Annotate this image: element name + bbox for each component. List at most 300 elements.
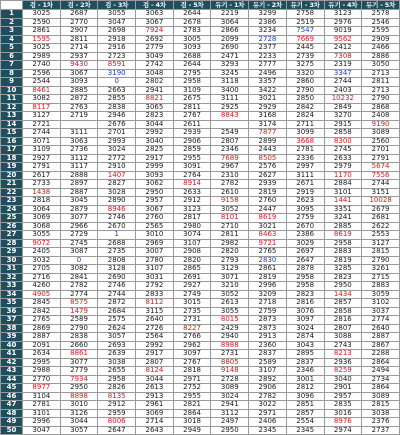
value-cell: 3234 xyxy=(249,27,287,36)
value-cell: 3089 xyxy=(362,392,400,401)
value-cell: 2589 xyxy=(249,358,287,367)
value-cell: 2858 xyxy=(324,307,362,316)
value-cell: 2691 xyxy=(173,273,211,282)
value-cell: 2802 xyxy=(136,78,174,87)
value-cell: 2494 xyxy=(362,367,400,376)
row-number: 19 xyxy=(1,163,23,172)
value-cell: 2496 xyxy=(249,69,287,78)
value-cell: 10232 xyxy=(324,95,362,104)
value-cell: 3018 xyxy=(173,418,211,427)
value-cell: 9019 xyxy=(324,27,362,36)
value-cell: 2617 xyxy=(23,171,61,180)
value-cell: 8101 xyxy=(211,214,249,223)
value-cell: 2939 xyxy=(249,180,287,189)
table-row xyxy=(1,231,400,240)
value-cell: 3126 xyxy=(60,409,98,418)
column-header: 듀기 - 2차 xyxy=(249,1,287,10)
column-header: 듀기 - 3차 xyxy=(286,1,324,10)
value-cell: 3087 xyxy=(60,248,98,257)
value-cell: 3096 xyxy=(286,392,324,401)
value-cell: 3082 xyxy=(60,265,98,274)
table-row xyxy=(1,307,400,316)
value-cell: 2589 xyxy=(60,316,98,325)
row-number: 16 xyxy=(1,137,23,146)
row-number: 20 xyxy=(1,171,23,180)
value-cell: 2544 xyxy=(23,78,61,87)
value-cell: 3107 xyxy=(173,239,211,248)
value-cell: 7877 xyxy=(249,129,287,138)
value-cell: 2429 xyxy=(211,324,249,333)
value-cell: 2878 xyxy=(286,265,324,274)
value-cell: 2915 xyxy=(324,120,362,129)
value-cell: 2719 xyxy=(60,112,98,121)
value-cell: 3050 xyxy=(362,61,400,70)
row-number: 25 xyxy=(1,214,23,223)
value-cell: 2859 xyxy=(173,146,211,155)
value-cell: 4905 xyxy=(23,290,61,299)
value-cell: 3299 xyxy=(249,10,287,19)
value-cell: 2345 xyxy=(286,426,324,435)
value-cell: 3010 xyxy=(60,401,98,410)
value-cell: 0 xyxy=(98,78,136,87)
value-cell: 2627 xyxy=(249,171,287,180)
value-cell: 3174 xyxy=(249,120,287,129)
value-cell: 2821 xyxy=(173,401,211,410)
value-cell: 2310 xyxy=(211,171,249,180)
value-cell: 3082 xyxy=(23,95,61,104)
value-cell: 2660 xyxy=(60,341,98,350)
value-cell: 2744 xyxy=(23,129,61,138)
value-cell: 2760 xyxy=(136,214,174,223)
value-cell: 2833 xyxy=(136,290,174,299)
value-cell: 5674 xyxy=(362,163,400,172)
value-cell: 3049 xyxy=(136,52,174,61)
row-number: 42 xyxy=(1,358,23,367)
value-cell: 2346 xyxy=(211,146,249,155)
value-cell: 2713 xyxy=(362,69,400,78)
value-cell: 2906 xyxy=(249,384,287,393)
value-cell: 8898 xyxy=(60,392,98,401)
value-cell xyxy=(60,120,98,129)
value-cell: 3101 xyxy=(23,409,61,418)
value-cell: 2564 xyxy=(136,333,174,342)
value-cell: 2989 xyxy=(23,52,61,61)
value-cell: 8914 xyxy=(173,180,211,189)
value-cell: 2759 xyxy=(286,214,324,223)
table-row xyxy=(1,61,400,70)
value-cell: 2941 xyxy=(136,86,174,95)
value-cell: 2346 xyxy=(286,367,324,376)
value-cell: 2819 xyxy=(249,273,287,282)
table-row xyxy=(1,214,400,223)
value-cell: 7669 xyxy=(286,35,324,44)
value-cell: 2726 xyxy=(136,324,174,333)
value-cell: 2815 xyxy=(362,248,400,257)
value-cell: 2701 xyxy=(362,146,400,155)
value-cell: 2718 xyxy=(249,299,287,308)
table-row xyxy=(1,367,400,376)
value-cell: 2869 xyxy=(23,324,61,333)
value-cell: 2865 xyxy=(173,265,211,274)
column-header: 검 - 1차 xyxy=(23,1,61,10)
value-cell: 2857 xyxy=(286,409,324,418)
table-row xyxy=(1,256,400,265)
row-number: 8 xyxy=(1,69,23,78)
value-cell: 8988 xyxy=(211,341,249,350)
row-number: 40 xyxy=(1,341,23,350)
value-cell: 2971 xyxy=(249,409,287,418)
value-cell: 2873 xyxy=(249,316,287,325)
value-cell: 2744 xyxy=(324,78,362,87)
value-cell: 2729 xyxy=(60,231,98,240)
table-row xyxy=(1,265,400,274)
row-number: 44 xyxy=(1,375,23,384)
value-cell: 2622 xyxy=(362,222,400,231)
value-cell: 2728 xyxy=(211,375,249,384)
value-cell: 2995 xyxy=(23,358,61,367)
value-cell: 2925 xyxy=(211,103,249,112)
value-cell: 3109 xyxy=(173,86,211,95)
value-cell: 2895 xyxy=(286,350,324,359)
value-cell: 3040 xyxy=(324,375,362,384)
value-cell: 2950 xyxy=(60,384,98,393)
value-cell: 2909 xyxy=(362,35,400,44)
table-row xyxy=(1,188,400,197)
row-number: 31 xyxy=(1,265,23,274)
value-cell: 3024 xyxy=(98,146,136,155)
value-cell: 2701 xyxy=(98,129,136,138)
value-cell: 8300 xyxy=(324,137,362,146)
value-cell: 2811 xyxy=(362,78,400,87)
value-cell: 3005 xyxy=(173,35,211,44)
value-cell: 2405 xyxy=(23,248,61,257)
value-cell: 2993 xyxy=(98,137,136,146)
value-cell: 8505 xyxy=(249,154,287,163)
value-cell: 2857 xyxy=(324,299,362,308)
value-cell: 2917 xyxy=(136,154,174,163)
row-number: 9 xyxy=(1,78,23,87)
value-cell: 2765 xyxy=(23,316,61,325)
value-cell: 2737 xyxy=(362,426,400,435)
row-number: 50 xyxy=(1,426,23,435)
value-cell: 2892 xyxy=(249,375,287,384)
value-cell: 2740 xyxy=(23,61,61,70)
value-cell: 2553 xyxy=(362,231,400,240)
value-cell: 2885 xyxy=(60,86,98,95)
row-number: 46 xyxy=(1,392,23,401)
value-cell: 2774 xyxy=(60,290,98,299)
value-cell: 3007 xyxy=(136,248,174,257)
value-cell: 2817 xyxy=(173,214,211,223)
value-cell: 3077 xyxy=(60,358,98,367)
value-cell: 2412 xyxy=(324,44,362,53)
value-cell: 2633 xyxy=(173,188,211,197)
value-cell: 8015 xyxy=(211,316,249,325)
value-cell: 3038 xyxy=(362,409,400,418)
value-cell: 3109 xyxy=(23,146,61,155)
value-cell: 3107 xyxy=(249,367,287,376)
value-cell: 3029 xyxy=(286,239,324,248)
value-cell: 3062 xyxy=(136,180,174,189)
table-row xyxy=(1,426,400,435)
row-number: 30 xyxy=(1,256,23,265)
row-number: 36 xyxy=(1,307,23,316)
value-cell: 2908 xyxy=(173,248,211,257)
value-cell: 2910 xyxy=(98,163,136,172)
value-cell: 3270 xyxy=(324,112,362,121)
value-cell: 2982 xyxy=(211,239,249,248)
table-row xyxy=(1,10,400,19)
value-cell: 2913 xyxy=(249,333,287,342)
value-cell: 3095 xyxy=(286,205,324,214)
value-cell: 2471 xyxy=(211,52,249,61)
value-cell: 3097 xyxy=(173,350,211,359)
value-cell: 2692 xyxy=(136,35,174,44)
value-cell: 3052 xyxy=(211,205,249,214)
value-cell: 3064 xyxy=(211,18,249,27)
value-cell: 2624 xyxy=(98,324,136,333)
value-cell: 2939 xyxy=(173,129,211,138)
value-cell: 2792 xyxy=(136,282,174,291)
row-number: 41 xyxy=(1,350,23,359)
value-cell: 2873 xyxy=(249,324,287,333)
value-cell: 2742 xyxy=(136,61,174,70)
value-cell: 2772 xyxy=(98,154,136,163)
value-cell: 3347 xyxy=(324,69,362,78)
value-cell: 8006 xyxy=(98,418,136,427)
value-cell: 2841 xyxy=(60,273,98,282)
value-cell: 2781 xyxy=(23,401,61,410)
value-cell: 2763 xyxy=(60,103,98,112)
value-cell: 2864 xyxy=(362,358,400,367)
header-row xyxy=(1,1,400,10)
value-cell: 3089 xyxy=(362,129,400,138)
value-cell: 2386 xyxy=(249,18,287,27)
value-cell: 2779 xyxy=(60,367,98,376)
value-cell: 2744 xyxy=(362,180,400,189)
row-number: 38 xyxy=(1,324,23,333)
value-cell: 8619 xyxy=(249,214,287,223)
row-number: 34 xyxy=(1,290,23,299)
column-header: 듀기 - 1차 xyxy=(211,1,249,10)
value-cell: 3064 xyxy=(23,205,61,214)
value-cell: 2816 xyxy=(286,299,324,308)
value-cell: 2731 xyxy=(211,350,249,359)
value-cell: 2842 xyxy=(23,307,61,316)
value-cell: 2807 xyxy=(324,324,362,333)
value-cell: 2736 xyxy=(60,146,98,155)
value-cell: 2912 xyxy=(173,197,211,206)
value-cell: 2745 xyxy=(324,146,362,155)
value-cell: 2693 xyxy=(98,341,136,350)
row-number: 12 xyxy=(1,103,23,112)
value-cell: 2946 xyxy=(98,112,136,121)
value-cell: 3055 xyxy=(23,231,61,240)
value-cell: 2746 xyxy=(98,214,136,223)
value-cell: 2782 xyxy=(211,180,249,189)
value-cell: 3123 xyxy=(324,10,362,19)
value-cell: 2782 xyxy=(249,392,287,401)
value-cell: 3089 xyxy=(211,384,249,393)
value-cell: 2790 xyxy=(60,324,98,333)
value-cell: 2770 xyxy=(60,18,98,27)
value-cell: 2596 xyxy=(23,69,61,78)
value-cell: 8461 xyxy=(23,86,61,95)
value-cell: 3063 xyxy=(136,10,174,19)
value-cell: 3320 xyxy=(286,69,324,78)
value-cell: 3043 xyxy=(286,341,324,350)
value-cell: 8227 xyxy=(173,324,211,333)
value-cell: 3010 xyxy=(136,231,174,240)
value-cell: 2837 xyxy=(249,350,287,359)
value-cell: 2883 xyxy=(362,282,400,291)
table-row xyxy=(1,86,400,95)
table-row xyxy=(1,350,400,359)
value-cell: 7924 xyxy=(136,27,174,36)
value-cell: 8117 xyxy=(23,103,61,112)
value-cell: 2713 xyxy=(362,86,400,95)
value-cell: 3055 xyxy=(98,10,136,19)
value-cell: 2955 xyxy=(173,392,211,401)
table-row xyxy=(1,384,400,393)
value-cell: 8463 xyxy=(249,231,287,240)
value-cell: 2633 xyxy=(324,154,362,163)
value-cell: 7689 xyxy=(211,154,249,163)
value-cell: 2752 xyxy=(173,384,211,393)
row-number: 15 xyxy=(1,129,23,138)
value-cell: 2714 xyxy=(136,418,174,427)
value-cell: 3400 xyxy=(211,86,249,95)
value-cell: 2679 xyxy=(362,205,400,214)
table-row xyxy=(1,392,400,401)
row-number: 23 xyxy=(1,197,23,206)
value-cell: 2721 xyxy=(23,120,61,129)
row-number: 47 xyxy=(1,401,23,410)
table-row xyxy=(1,27,400,36)
value-cell: 2767 xyxy=(173,358,211,367)
value-cell: 2760 xyxy=(249,197,287,206)
value-cell: 2824 xyxy=(286,112,324,121)
value-cell: 2949 xyxy=(173,426,211,435)
value-cell: 3015 xyxy=(173,299,211,308)
value-cell: 4260 xyxy=(23,282,61,291)
value-cell: 2319 xyxy=(324,61,362,70)
value-cell: 3025 xyxy=(23,10,61,19)
value-cell: 2466 xyxy=(362,44,400,53)
column-header: 검 - 3차 xyxy=(98,1,136,10)
value-cell: 2807 xyxy=(211,137,249,146)
value-cell: 2897 xyxy=(60,180,98,189)
value-cell: 3357 xyxy=(249,78,287,87)
value-cell: 2992 xyxy=(136,129,174,138)
row-number: 49 xyxy=(1,418,23,427)
value-cell: 2549 xyxy=(211,129,249,138)
value-cell: 2233 xyxy=(249,52,287,61)
value-cell: 3047 xyxy=(98,18,136,27)
value-cell: 8135 xyxy=(98,392,136,401)
value-cell: 2811 xyxy=(60,35,98,44)
value-cell: 2766 xyxy=(173,333,211,342)
value-cell: 2565 xyxy=(136,222,174,231)
value-cell: 3001 xyxy=(286,375,324,384)
value-cell: 2851 xyxy=(286,401,324,410)
value-cell: 2916 xyxy=(98,44,136,53)
value-cell: 2590 xyxy=(23,18,61,27)
value-cell: 2811 xyxy=(211,231,249,240)
table-row xyxy=(1,248,400,257)
row-number: 3 xyxy=(1,27,23,36)
value-cell: 2690 xyxy=(98,273,136,282)
value-cell: 2091 xyxy=(23,341,61,350)
row-number: 18 xyxy=(1,154,23,163)
value-cell: 2879 xyxy=(60,205,98,214)
value-cell: 2687 xyxy=(60,10,98,19)
table-row xyxy=(1,146,400,155)
value-cell: 3351 xyxy=(324,205,362,214)
value-cell: 2731 xyxy=(173,316,211,325)
value-cell: 2723 xyxy=(98,52,136,61)
table-row xyxy=(1,418,400,427)
value-cell: 2872 xyxy=(60,95,98,104)
value-cell: 3261 xyxy=(362,265,400,274)
value-cell: 2819 xyxy=(249,188,287,197)
value-cell: 8977 xyxy=(23,384,61,393)
value-cell: 2950 xyxy=(211,426,249,435)
table-row xyxy=(1,163,400,172)
value-cell: 2917 xyxy=(136,350,174,359)
value-cell: 2643 xyxy=(136,426,174,435)
table-row xyxy=(1,180,400,189)
value-cell: 2818 xyxy=(173,367,211,376)
row-number: 26 xyxy=(1,222,23,231)
row-number: 43 xyxy=(1,367,23,376)
row-number: 17 xyxy=(1,146,23,155)
table-row xyxy=(1,299,400,308)
value-cell: 3088 xyxy=(324,333,362,342)
column-header: 듀기 - 4차 xyxy=(324,1,362,10)
value-cell: 2826 xyxy=(98,384,136,393)
value-cell: 2746 xyxy=(98,282,136,291)
value-cell: 3093 xyxy=(136,171,174,180)
value-cell: 2835 xyxy=(324,401,362,410)
value-cell: 2950 xyxy=(136,188,174,197)
table-row xyxy=(1,95,400,104)
value-cell: 2815 xyxy=(362,401,400,410)
table-row xyxy=(1,222,400,231)
value-cell: 2838 xyxy=(98,103,136,112)
value-cell: 1434 xyxy=(324,290,362,299)
value-cell: 3024 xyxy=(211,392,249,401)
value-cell: 3210 xyxy=(211,282,249,291)
value-cell: 3025 xyxy=(23,44,61,53)
row-number: 21 xyxy=(1,180,23,189)
table-row xyxy=(1,324,400,333)
value-cell: 9072 xyxy=(23,239,61,248)
value-cell: 1479 xyxy=(60,307,98,316)
value-cell: 2735 xyxy=(173,307,211,316)
table-row xyxy=(1,282,400,291)
value-cell: 2595 xyxy=(362,27,400,36)
value-cell: 2866 xyxy=(211,27,249,36)
value-cell: 2886 xyxy=(362,52,400,61)
value-cell: 2783 xyxy=(173,27,211,36)
row-number: 32 xyxy=(1,273,23,282)
value-cell: 2883 xyxy=(324,248,362,257)
value-cell: 2780 xyxy=(136,256,174,265)
value-cell: 2887 xyxy=(23,333,61,342)
value-cell: 3190 xyxy=(98,69,136,78)
value-cell: 2955 xyxy=(173,154,211,163)
